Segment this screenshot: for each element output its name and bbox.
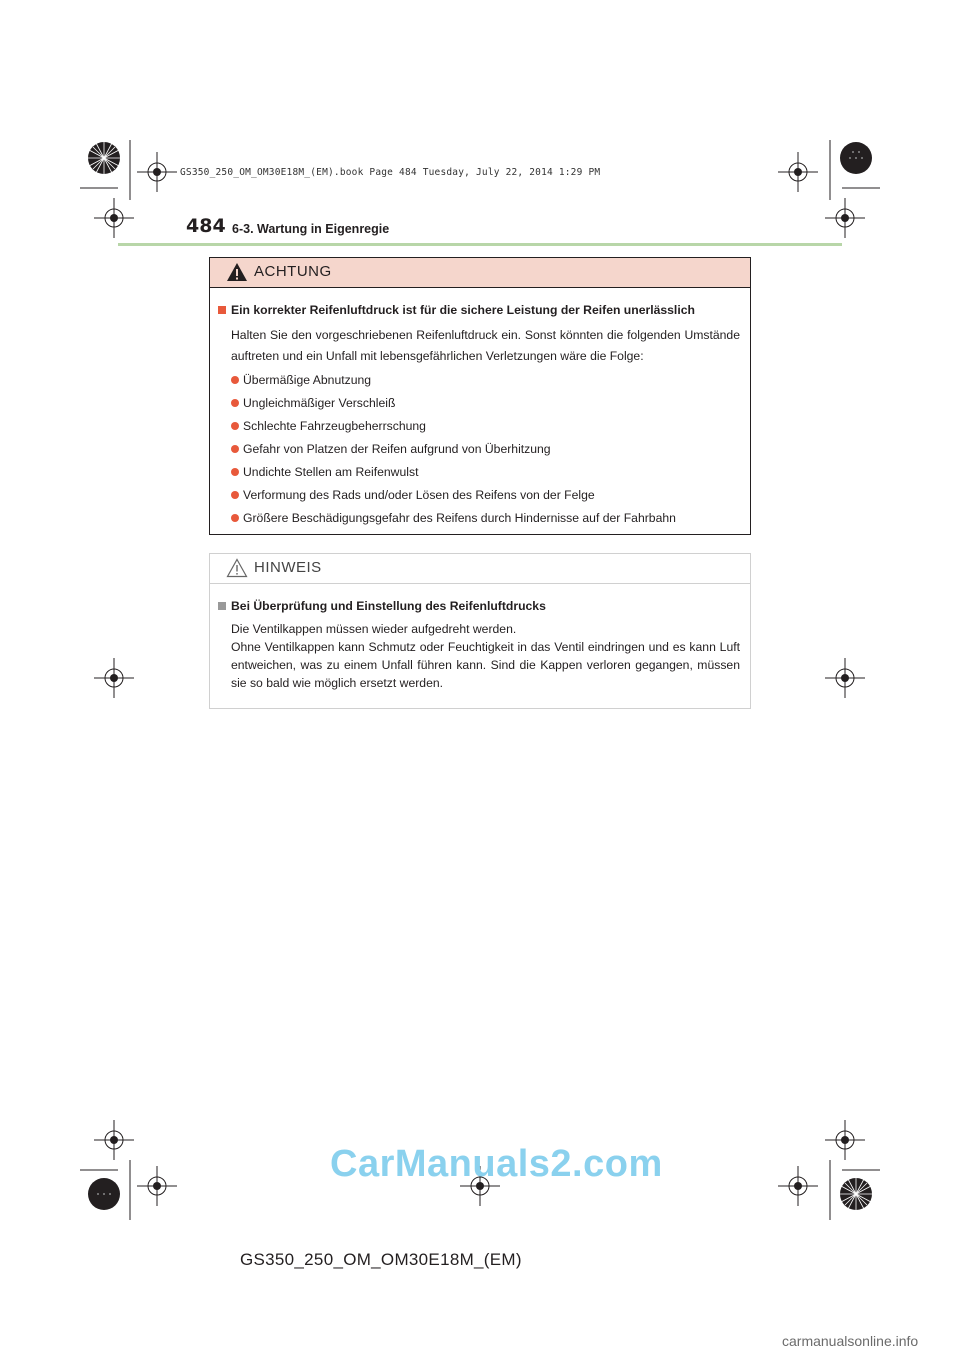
- list-item-text: Undichte Stellen am Reifenwulst: [243, 464, 419, 479]
- calibration-dot-icon: [838, 140, 874, 176]
- bullet-icon: [231, 376, 239, 384]
- list-item: [231, 414, 740, 437]
- list-item-text: Schlechte Fahrzeugbeherrschung: [243, 418, 426, 433]
- registration-mark: [94, 198, 134, 238]
- note-line-2: Ohne Ventilkappen kann Schmutz oder Feuchtigkeit in das Ventil eindringen und es kann Luft entweichen, was zu einem Unfall führen kann. Sind die Kappen verloren gegangen, müssen sie so bald wie möglich ersetzt werden.: [231, 640, 740, 690]
- list-item: [231, 483, 740, 506]
- list-item-text: Größere Beschädigungsgefahr des Reifens durch Hindernisse auf der Fahrbahn: [243, 510, 676, 525]
- note-line-1: Die Ventilkappen müssen wieder aufgedreht werden.: [231, 622, 517, 636]
- warning-list: [218, 368, 740, 529]
- note-box: [209, 553, 751, 709]
- warning-subheading: [218, 300, 740, 320]
- calibration-star-icon: [838, 1176, 874, 1212]
- note-subheading-text: Bei Überprüfung und Einstellung des Reifenluftdrucks: [231, 599, 546, 613]
- calibration-star-icon: [86, 140, 122, 176]
- bullet-icon: [231, 514, 239, 522]
- list-item-text: Gefahr von Platzen der Reifen aufgrund von Überhitzung: [243, 441, 551, 456]
- note-header-label: HINWEIS: [254, 559, 322, 576]
- list-item: [231, 437, 740, 460]
- footer-model-code: GS350_250_OM_OM30E18M_(EM): [240, 1250, 522, 1269]
- warning-subheading-text: Ein korrekter Reifenluftdruck ist für die sichere Leistung der Reifen unerlässlich: [231, 303, 695, 317]
- bullet-icon: [231, 468, 239, 476]
- registration-mark: [825, 658, 865, 698]
- print-info: GS350_250_OM_OM30E18M_(EM).book Page 484 Tuesday, July 22, 2014 1:29 PM: [180, 167, 601, 178]
- section-title: 6-3. Wartung in Eigenregie: [232, 222, 390, 236]
- header-rule: [118, 243, 842, 246]
- list-item-text: Ungleichmäßiger Verschleiß: [243, 395, 396, 410]
- page-number: 484: [186, 215, 226, 237]
- registration-mark: [137, 152, 177, 192]
- bullet-icon: [231, 399, 239, 407]
- list-item-text: Übermäßige Abnutzung: [243, 372, 372, 387]
- list-item: [231, 391, 740, 414]
- square-bullet-icon: [218, 602, 226, 610]
- bullet-icon: [231, 491, 239, 499]
- list-item-text: Verformung des Rads und/oder Lösen des Reifens von der Felge: [243, 487, 595, 502]
- note-header: [210, 554, 750, 584]
- watermark-footer: carmanualsonline.info: [782, 1333, 919, 1349]
- registration-mark: [94, 1120, 134, 1160]
- registration-mark: [778, 1166, 818, 1206]
- warning-paragraph: Halten Sie den vorgeschriebenen Reifenluftdruck ein. Sonst könnten die folgenden Umstände auftreten und ein Unfall mit lebensgefährlichen Verletzungen wäre die Folge:: [231, 328, 740, 363]
- warning-box: [209, 257, 751, 535]
- list-item: [231, 506, 740, 529]
- list-item: [231, 460, 740, 483]
- bullet-icon: [231, 422, 239, 430]
- warning-header: [210, 258, 750, 288]
- note-subheading: [218, 596, 740, 616]
- registration-mark: [825, 198, 865, 238]
- bullet-icon: [231, 445, 239, 453]
- calibration-dot-icon: [86, 1176, 122, 1212]
- square-bullet-icon: [218, 306, 226, 314]
- registration-mark: [137, 1166, 177, 1206]
- watermark-logo: CarManuals2.com: [330, 1143, 663, 1185]
- registration-mark: [778, 152, 818, 192]
- warning-triangle-icon: [226, 262, 248, 282]
- registration-mark: [825, 1120, 865, 1160]
- caution-triangle-icon: [226, 558, 248, 578]
- registration-mark: [94, 658, 134, 698]
- warning-header-label: ACHTUNG: [254, 263, 332, 280]
- list-item: [231, 368, 740, 391]
